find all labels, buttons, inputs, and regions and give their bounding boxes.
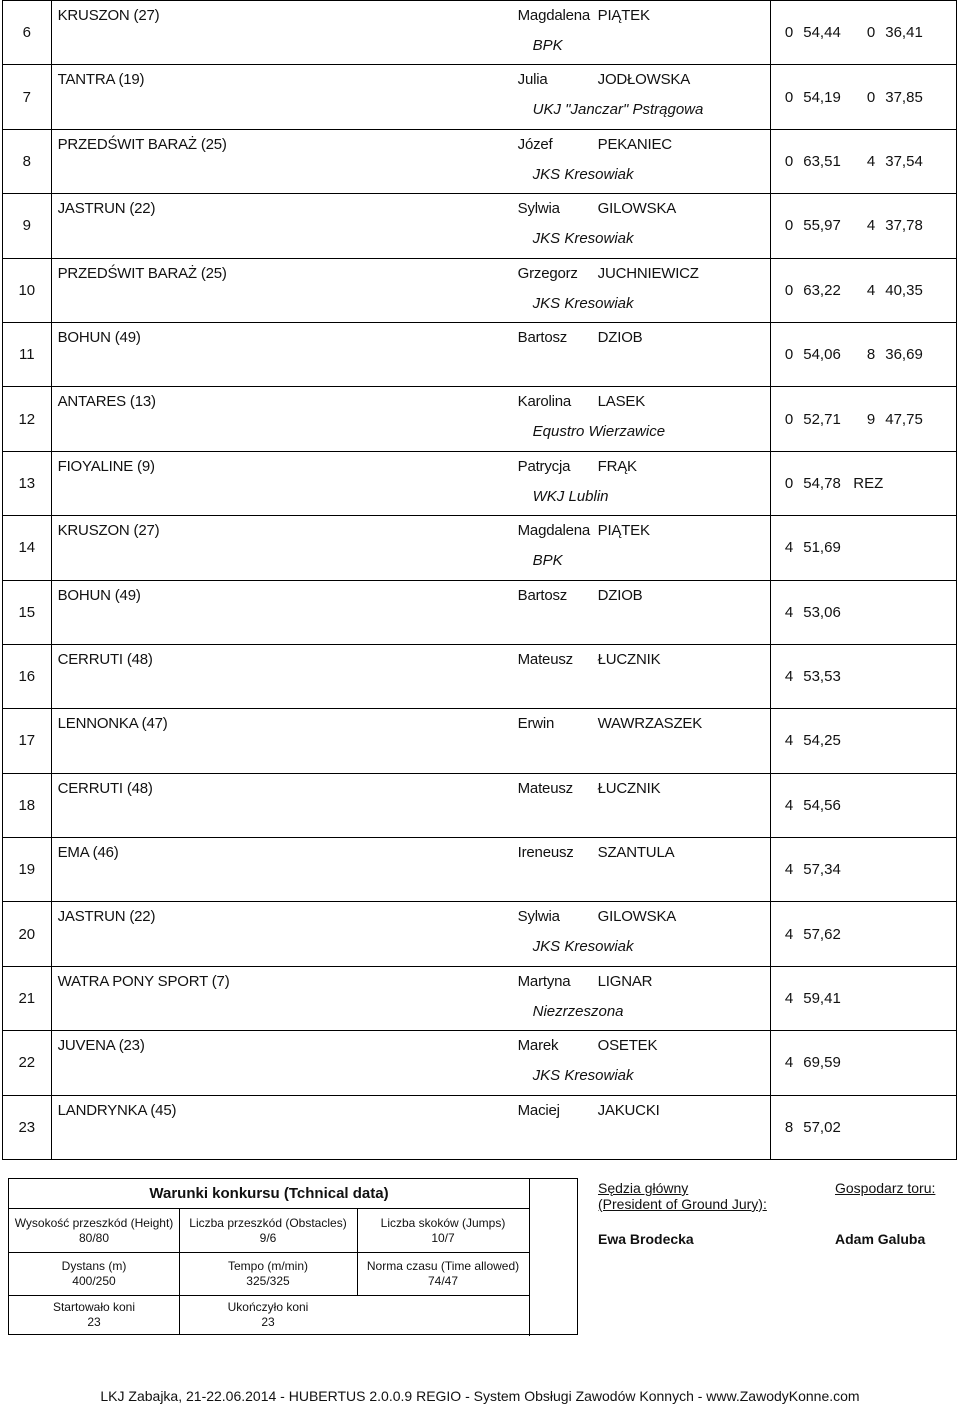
round1-penalties: 0 [784, 88, 794, 106]
round1-time: 59,41 [803, 990, 841, 1008]
result-row [3, 709, 957, 773]
rider-last-name: OSETEK [597, 1037, 658, 1055]
round2-penalties [853, 990, 885, 1007]
horse-name: BOHUN (49) [57, 328, 141, 346]
rider-cell [513, 1095, 771, 1159]
rider-club [513, 668, 771, 681]
rider-cell [513, 65, 771, 129]
round2-time: 47,75 [885, 410, 923, 428]
round1-penalties: 0 [784, 410, 794, 428]
result-row [3, 1031, 957, 1095]
judge-label-line1: Sędzia główny [598, 1180, 689, 1196]
round2-time [885, 475, 945, 492]
result-cell [771, 1031, 957, 1095]
result-cell [771, 644, 957, 708]
rank: 23 [18, 1118, 36, 1136]
rank-cell [3, 966, 52, 1030]
round1-time: 54,19 [803, 88, 841, 106]
round2-time: 37,54 [885, 152, 923, 170]
rank: 21 [18, 990, 36, 1008]
rider-club: BPK [532, 552, 563, 570]
started-value: 23 [87, 1315, 101, 1329]
round2-time [885, 604, 945, 621]
round1-penalties: 8 [784, 1118, 794, 1136]
round2-penalties [853, 732, 885, 749]
horse-cell [51, 709, 513, 773]
rider-club: JKS Kresowiak [532, 938, 634, 956]
round2-time [885, 861, 945, 878]
rider-first-name: Magdalena [517, 522, 591, 540]
round1-penalties: 0 [784, 24, 794, 42]
round2-penalties [853, 797, 885, 814]
rider-last-name: LIGNAR [597, 972, 653, 990]
horse-name: EMA (46) [57, 844, 119, 862]
round1-penalties: 4 [784, 990, 794, 1008]
height-label: Wysokość przeszkód (Height) [14, 1216, 174, 1230]
horse-cell [51, 1031, 513, 1095]
round2-time [885, 1054, 945, 1071]
result-row [3, 1095, 957, 1159]
rank: 19 [18, 861, 36, 879]
horse-name: PRZEDŚWIT BARAŻ (25) [57, 264, 227, 282]
rider-club [513, 861, 771, 874]
results-table [2, 0, 957, 1160]
horse-cell [51, 516, 513, 580]
rider-last-name: LASEK [597, 393, 646, 411]
rank: 16 [18, 668, 36, 686]
round2-penalties [853, 1054, 885, 1071]
horse-name: FIOYALINE (9) [57, 457, 155, 475]
result-cell [771, 966, 957, 1030]
round1-time: 63,51 [803, 152, 841, 170]
horse-cell [51, 644, 513, 708]
result-row [3, 322, 957, 386]
rider-last-name: PIĄTEK [597, 522, 650, 540]
horse-cell [51, 322, 513, 386]
round2-penalties [853, 668, 885, 685]
jumps-label: Liczba skoków (Jumps) [380, 1216, 506, 1230]
rider-last-name: DZIOB [597, 328, 643, 346]
obstacles-label: Liczba przeszkód (Obstacles) [189, 1216, 347, 1230]
rider-first-name: Józef [517, 135, 553, 153]
rider-last-name: GILOWSKA [597, 908, 677, 926]
round1-time: 55,97 [803, 217, 841, 235]
result-cell [771, 65, 957, 129]
round2-time [885, 990, 945, 1007]
result-cell [771, 258, 957, 322]
round1-penalties: 4 [784, 732, 794, 750]
round2-time [885, 797, 945, 814]
horse-cell [51, 65, 513, 129]
rider-last-name: GILOWSKA [597, 200, 677, 218]
result-row [3, 258, 957, 322]
horse-name: JASTRUN (22) [57, 200, 156, 218]
tempo-value: 325/325 [246, 1274, 290, 1288]
rider-first-name: Martyna [517, 972, 571, 990]
round1-penalties: 0 [784, 474, 794, 492]
distance-value: 400/250 [72, 1274, 116, 1288]
obstacles-cell [179, 1216, 357, 1246]
rider-last-name: JUCHNIEWICZ [597, 264, 699, 282]
result-row [3, 838, 957, 902]
rider-cell [513, 451, 771, 515]
rider-club: JKS Kresowiak [532, 1067, 634, 1085]
round1-penalties: 4 [784, 603, 794, 621]
result-cell [771, 516, 957, 580]
round2-penalties: 0 [866, 24, 876, 42]
rider-first-name: Sylwia [517, 908, 560, 926]
rank: 18 [18, 796, 36, 814]
horse-cell [51, 838, 513, 902]
rider-club: JKS Kresowiak [532, 165, 634, 183]
horse-cell [51, 1095, 513, 1159]
round1-penalties: 0 [784, 281, 794, 299]
rider-last-name: FRĄK [597, 457, 637, 475]
round2-time [885, 926, 945, 943]
result-row [3, 451, 957, 515]
rider-last-name: JAKUCKI [597, 1101, 660, 1119]
finished-label: Ukończyło koni [227, 1300, 309, 1314]
horse-name: KRUSZON (27) [57, 522, 160, 540]
round1-time: 54,44 [803, 24, 841, 42]
rider-club: WKJ Lublin [532, 487, 609, 505]
rider-first-name: Bartosz [517, 586, 568, 604]
result-cell [771, 580, 957, 644]
rank-cell [3, 516, 52, 580]
round1-time: 57,34 [803, 861, 841, 879]
judge-label [598, 1180, 767, 1212]
round1-time: 52,71 [803, 410, 841, 428]
page-footer: LKJ Zabajka, 21-22.06.2014 - HUBERTUS 2.0.0.9 REGIO - System Obsługi Zawodów Konnych - www.ZawodyKonne.com [100, 1388, 860, 1404]
rank-cell [3, 1095, 52, 1159]
round1-time: 57,02 [803, 1118, 841, 1136]
round2-penalties: 9 [866, 410, 876, 428]
result-cell [771, 709, 957, 773]
round1-penalties: 4 [784, 861, 794, 879]
rank-cell [3, 580, 52, 644]
rider-last-name: JODŁOWSKA [597, 71, 691, 89]
rank-cell [3, 838, 52, 902]
horse-name: JASTRUN (22) [57, 908, 156, 926]
round2-time [885, 1119, 945, 1136]
rider-cell [513, 773, 771, 837]
rider-club: Equstro Wierzawice [532, 423, 666, 441]
rider-cell [513, 1, 771, 65]
round1-penalties: 4 [784, 668, 794, 686]
rank: 17 [18, 732, 36, 750]
rider-cell [513, 194, 771, 258]
round2-time [885, 539, 945, 556]
round1-penalties: 4 [784, 539, 794, 557]
round1-time: 69,59 [803, 1054, 841, 1072]
horse-cell [51, 451, 513, 515]
rank-cell [3, 1031, 52, 1095]
time-allowed-label: Norma czasu (Time allowed) [366, 1259, 520, 1273]
rank-cell [3, 65, 52, 129]
horse-cell [51, 194, 513, 258]
rider-first-name: Karolina [517, 393, 572, 411]
rank: 14 [18, 539, 36, 557]
horse-cell [51, 966, 513, 1030]
rider-last-name: DZIOB [597, 586, 643, 604]
technical-data-box [8, 1178, 578, 1335]
judge-label-line2: (President of Ground Jury): [598, 1196, 767, 1212]
round1-time: 53,53 [803, 668, 841, 686]
rank: 12 [18, 410, 36, 428]
height-value: 80/80 [78, 1231, 110, 1245]
result-cell [771, 194, 957, 258]
result-row [3, 65, 957, 129]
rank-cell [3, 709, 52, 773]
round2-time: 36,41 [885, 24, 923, 42]
round1-penalties: 0 [784, 152, 794, 170]
rider-cell [513, 129, 771, 193]
round2-penalties: REZ [853, 474, 884, 492]
round1-time: 53,06 [803, 603, 841, 621]
rider-last-name: PIĄTEK [597, 7, 650, 24]
rider-club: BPK [532, 37, 563, 54]
result-row [3, 773, 957, 837]
round2-penalties: 4 [866, 152, 876, 170]
rider-cell [513, 709, 771, 773]
rank-cell [3, 644, 52, 708]
height-cell [9, 1216, 179, 1246]
horse-cell [51, 580, 513, 644]
round1-penalties: 0 [784, 346, 794, 364]
horse-cell [51, 129, 513, 193]
finished-value: 23 [261, 1315, 275, 1329]
rider-cell [513, 1031, 771, 1095]
result-cell [771, 1095, 957, 1159]
rank-cell [3, 258, 52, 322]
rank: 8 [22, 152, 31, 170]
rider-first-name: Bartosz [517, 328, 568, 346]
tempo-label: Tempo (m/min) [227, 1259, 308, 1273]
round2-time: 40,35 [885, 281, 923, 299]
rank: 10 [18, 281, 36, 299]
result-row [3, 1, 957, 65]
rider-cell [513, 644, 771, 708]
rider-cell [513, 322, 771, 386]
round1-penalties: 0 [784, 217, 794, 235]
rider-cell [513, 580, 771, 644]
rank: 7 [22, 88, 31, 106]
horse-name: LENNONKA (47) [57, 715, 168, 733]
horse-cell [51, 258, 513, 322]
result-row [3, 194, 957, 258]
result-row [3, 902, 957, 966]
round2-time [885, 668, 945, 685]
rank-cell [3, 902, 52, 966]
round2-time: 36,69 [885, 346, 923, 364]
result-row [3, 129, 957, 193]
round1-penalties: 4 [784, 1054, 794, 1072]
rider-first-name: Maciej [517, 1101, 560, 1119]
round1-time: 54,56 [803, 796, 841, 814]
host-label: Gospodarz toru: [835, 1180, 936, 1196]
distance-cell [9, 1259, 179, 1289]
round2-penalties: 8 [866, 346, 876, 364]
horse-name: KRUSZON (27) [57, 7, 160, 24]
horse-name: ANTARES (13) [57, 393, 156, 411]
round1-time: 54,06 [803, 346, 841, 364]
obstacles-value: 9/6 [259, 1231, 277, 1245]
horse-name: PRZEDŚWIT BARAŻ (25) [57, 135, 227, 153]
rider-club [513, 732, 771, 745]
started-label: Startowało koni [52, 1300, 136, 1314]
rider-first-name: Mateusz [517, 779, 573, 797]
host-name: Adam Galuba [835, 1231, 926, 1247]
rider-club [513, 797, 771, 810]
horse-name: BOHUN (49) [57, 586, 141, 604]
round2-time: 37,85 [885, 88, 923, 106]
result-cell [771, 773, 957, 837]
rank-cell [3, 773, 52, 837]
rider-cell [513, 516, 771, 580]
round2-penalties: 4 [866, 217, 876, 235]
rider-cell [513, 387, 771, 451]
result-row [3, 966, 957, 1030]
result-cell [771, 129, 957, 193]
rider-club: JKS Kresowiak [532, 230, 634, 248]
rider-club: Niezrzeszona [532, 1002, 624, 1020]
rider-first-name: Mateusz [517, 650, 573, 668]
rider-last-name: WAWRZASZEK [597, 715, 703, 733]
rank-cell [3, 322, 52, 386]
round1-time: 63,22 [803, 281, 841, 299]
distance-label: Dystans (m) [61, 1259, 127, 1273]
round2-penalties [853, 926, 885, 943]
rank: 6 [22, 24, 31, 42]
result-row [3, 516, 957, 580]
result-cell [771, 902, 957, 966]
rider-last-name: ŁUCZNIK [597, 779, 661, 797]
rank: 22 [18, 1054, 36, 1072]
round2-time: 37,78 [885, 217, 923, 235]
tempo-cell [179, 1259, 357, 1289]
rider-cell [513, 902, 771, 966]
rider-first-name: Grzegorz [517, 264, 578, 282]
rank-cell [3, 451, 52, 515]
rider-club [513, 1119, 771, 1132]
rider-first-name: Marek [517, 1037, 559, 1055]
round2-penalties [853, 539, 885, 556]
time-allowed-cell [357, 1259, 529, 1289]
result-cell [771, 838, 957, 902]
rider-first-name: Magdalena [517, 7, 591, 24]
round2-penalties: 0 [866, 88, 876, 106]
round2-penalties [853, 861, 885, 878]
rank: 11 [19, 346, 35, 364]
rider-club: UKJ "Janczar" Pstrągowa [532, 101, 704, 119]
rider-club [513, 346, 771, 359]
rider-first-name: Patrycja [517, 457, 571, 475]
technical-data-title: Warunki konkursu (Tchnical data) [149, 1185, 389, 1202]
rank-cell [3, 1, 52, 65]
horse-name: TANTRA (19) [57, 71, 145, 89]
result-cell [771, 1, 957, 65]
rider-first-name: Sylwia [517, 200, 560, 218]
rider-club: JKS Kresowiak [532, 294, 634, 312]
rider-cell [513, 258, 771, 322]
started-cell [9, 1300, 179, 1330]
round1-time: 54,25 [803, 732, 841, 750]
horse-name: CERRUTI (48) [57, 779, 153, 797]
rank-cell [3, 194, 52, 258]
rank: 9 [22, 217, 31, 235]
result-cell [771, 387, 957, 451]
rider-cell [513, 838, 771, 902]
round1-time: 54,78 [803, 474, 841, 492]
rider-first-name: Erwin [517, 715, 555, 733]
rank: 13 [18, 474, 36, 492]
rank-cell [3, 387, 52, 451]
rider-club [513, 604, 771, 617]
rider-last-name: ŁUCZNIK [597, 650, 661, 668]
round2-penalties: 4 [866, 281, 876, 299]
round2-penalties [853, 1119, 885, 1136]
horse-cell [51, 1, 513, 65]
rider-last-name: PEKANIEC [597, 135, 672, 153]
result-cell [771, 322, 957, 386]
result-row [3, 387, 957, 451]
round1-time: 57,62 [803, 925, 841, 943]
rank-cell [3, 129, 52, 193]
rider-cell [513, 966, 771, 1030]
rider-first-name: Julia [517, 71, 548, 89]
horse-cell [51, 773, 513, 837]
judge-name: Ewa Brodecka [598, 1231, 694, 1247]
horse-cell [51, 387, 513, 451]
round1-time: 51,69 [803, 539, 841, 557]
rank: 20 [18, 925, 36, 943]
horse-name: WATRA PONY SPORT (7) [57, 972, 230, 990]
result-cell [771, 451, 957, 515]
horse-name: LANDRYNKA (45) [57, 1101, 177, 1119]
jumps-value: 10/7 [431, 1231, 455, 1245]
round2-penalties [853, 604, 885, 621]
jumps-cell [357, 1216, 529, 1246]
time-allowed-value: 74/47 [427, 1274, 459, 1288]
rank: 15 [18, 603, 36, 621]
result-row [3, 644, 957, 708]
rider-last-name: SZANTULA [597, 844, 675, 862]
horse-name: JUVENA (23) [57, 1037, 145, 1055]
finished-cell [179, 1300, 357, 1330]
round2-time [885, 732, 945, 749]
round1-penalties: 4 [784, 925, 794, 943]
horse-name: CERRUTI (48) [57, 650, 153, 668]
result-row [3, 580, 957, 644]
round1-penalties: 4 [784, 796, 794, 814]
rider-first-name: Ireneusz [517, 844, 574, 862]
horse-cell [51, 902, 513, 966]
